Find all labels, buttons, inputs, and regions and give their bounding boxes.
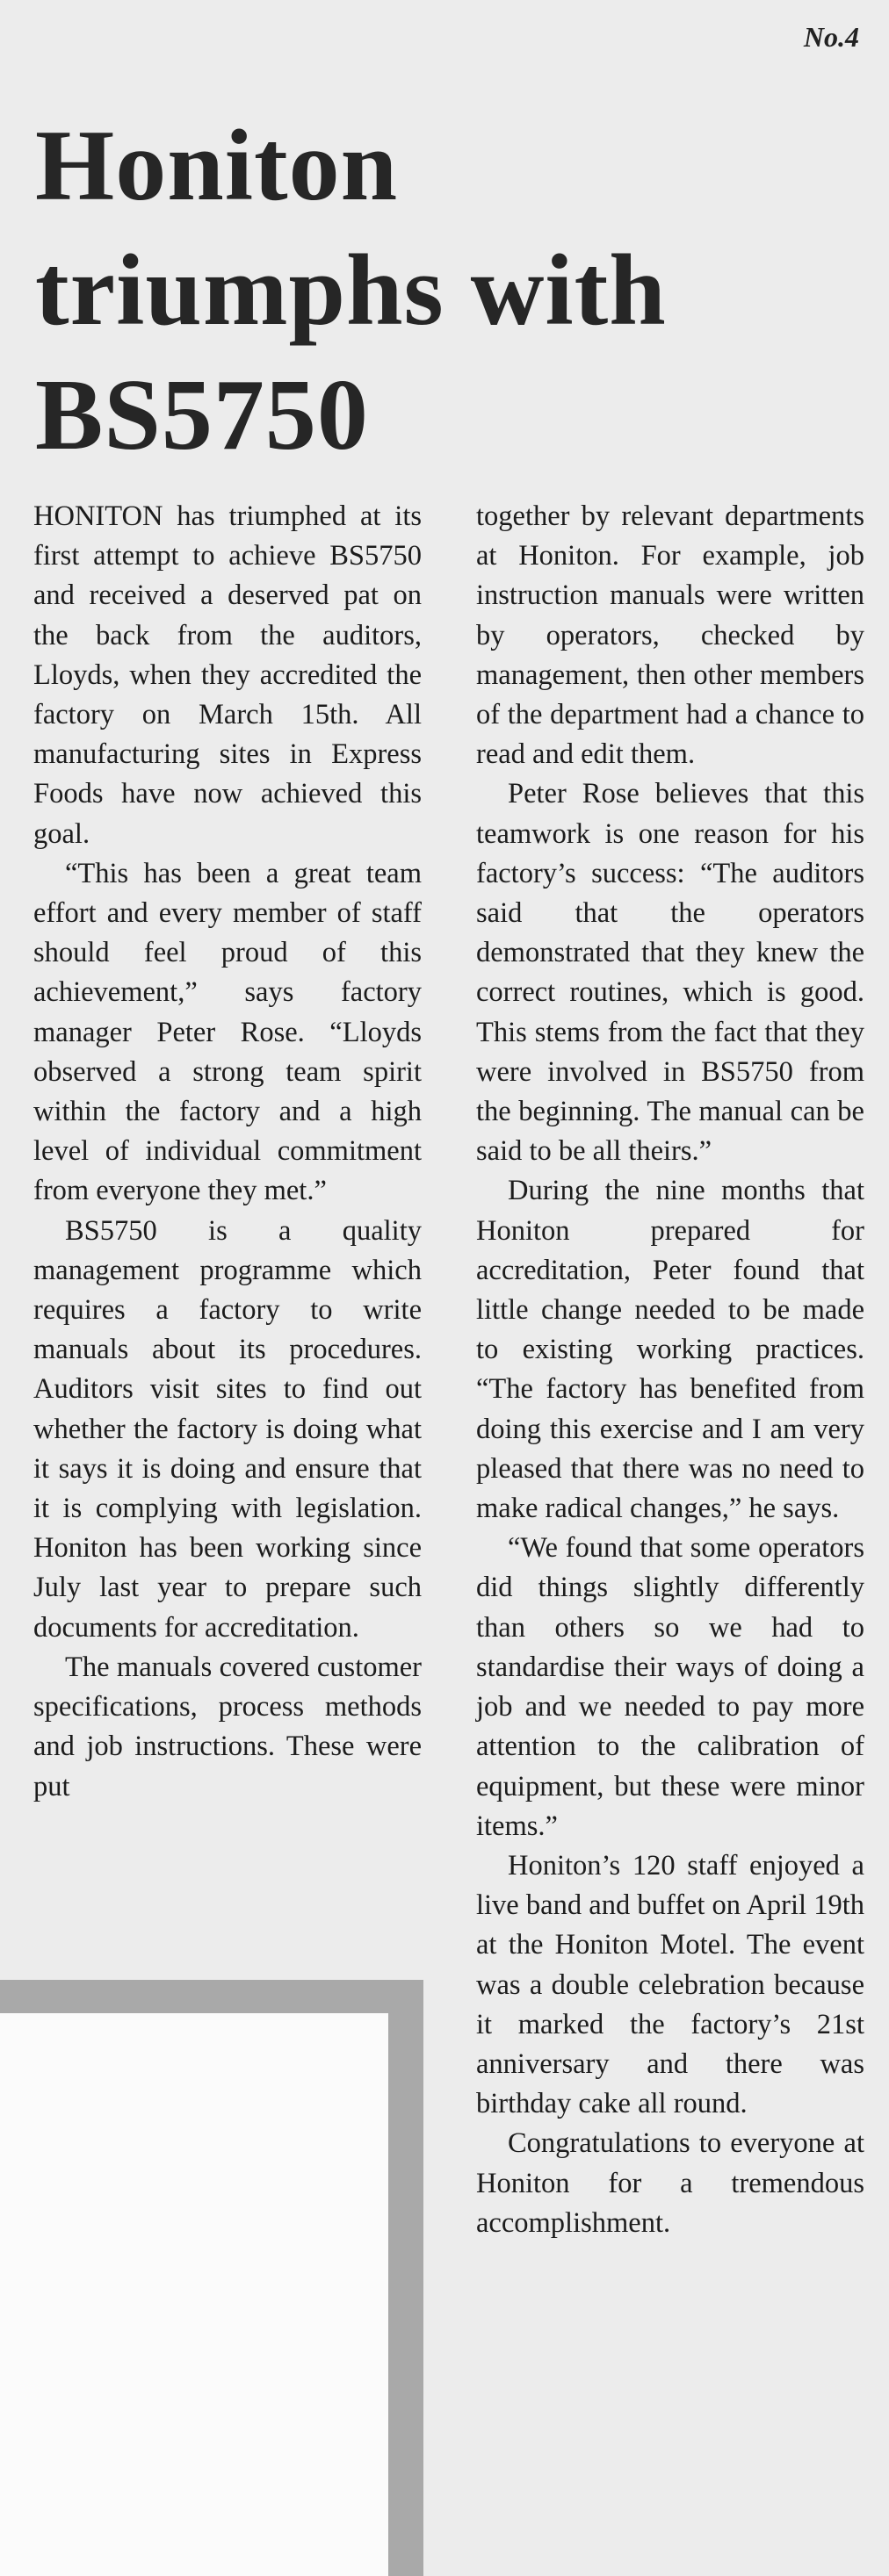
paragraph: Peter Rose believes that this teamwork is one reason for his factory’s success: “The auditors said that the operators demonstrated that they knew the correct routines, which is good. This stems from the fact that they were involved in BS5750 from the beginning. The manual can be said to be all theirs.” — [476, 778, 864, 1168]
paragraph: Honiton’s 120 staff enjoyed a live band and buffet on April 19th at the Honiton Motel. The event was a double celebration because it marked the factory’s 21st anniversary and there was birthday cake all round. — [476, 1849, 864, 2120]
paragraph: “We found that some operators did things slightly differently than others so we had to standardise their ways of doing a job and we needed to pay more attention to the calibration of equipment, but these were minor items.” — [476, 1532, 864, 1842]
paragraph: Congratulations to everyone at Honiton for a tremendous accomplishment. — [476, 2127, 864, 2239]
paragraph: During the nine months that Honiton prepared for accreditation, Peter found that little change needed to be made to existing working practices. “The factory has benefited from doing this exercise and I am very pleased that there was no need to make radical changes,” he says. — [476, 1175, 864, 1525]
article-column-right — [476, 497, 864, 2243]
headline-line: triumphs with — [35, 234, 667, 347]
headline-line: BS5750 — [35, 359, 369, 471]
article-column-left — [33, 497, 422, 1807]
paragraph: together by relevant departments at Honiton. For example, job instruction manuals were written by operators, checked by management, then other members of the department had a chance to read and edit them. — [476, 500, 864, 771]
paragraph: “This has been a great team effort and every member of staff should feel proud of this achievement,” says factory manager Peter Rose. “Lloyds observed a strong team spirit within the factory and a high level of individual commitment from everyone they met.” — [33, 857, 422, 1207]
paragraph: HONITON has triumphed at its first attempt to achieve BS5750 and received a deserved pat on the back from the auditors, Lloyds, when they accredited the factory on March 15th. All manufacturing sites in Express Foods have now achieved this goal. — [33, 500, 422, 850]
article-headline — [35, 104, 826, 478]
headline-line: Honiton — [35, 110, 399, 222]
issue-number: No.4 — [803, 21, 859, 53]
paragraph: BS5750 is a quality management programme which requires a factory to write manuals about its procedures. Auditors visit sites to find out whether the factory is doing what it says it is doing and ensure that it is complying with legislation. Honiton has been working since July last year to prepare such documents for accreditation. — [33, 1214, 422, 1644]
photo-placeholder — [0, 2013, 388, 2576]
paragraph: The manuals covered customer specifications, process methods and job instructions. These were put — [33, 1651, 422, 1802]
